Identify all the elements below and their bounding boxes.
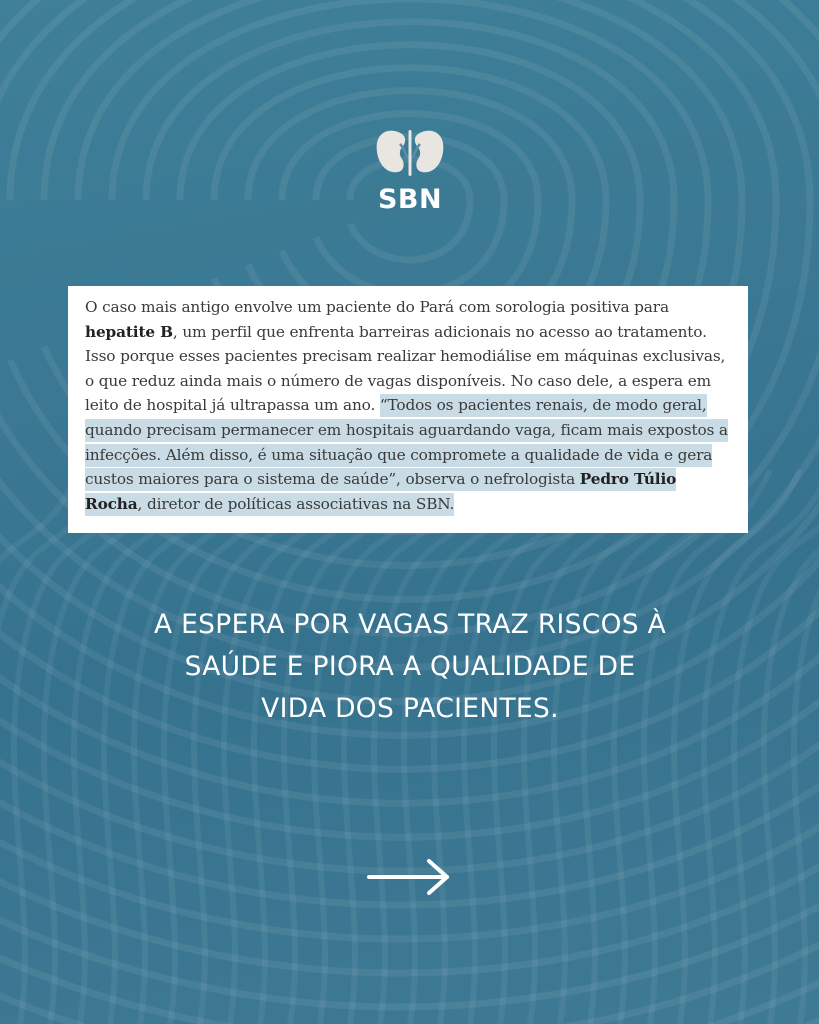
sbn-logo [364, 128, 456, 220]
headline [60, 604, 760, 730]
article-paragraph [85, 295, 730, 516]
article-bold-text: Pedro Túlio Rocha [85, 470, 677, 513]
article-text-segment: “Todos os pacientes renais, de modo geral, quando precisam permanecer em hospitais aguardando vaga, ficam mais expostos a infecções. Além disso, é uma situação que compromete a qualidade de vida e gera custos maiores para o sistema de saúde”, observa o nefrologista [85, 396, 728, 489]
arrow-right-icon [367, 857, 453, 897]
article-text-segment: O caso mais antigo envolve um paciente do Pará com sorologia positiva para [85, 298, 669, 316]
headline-line: SAÚDE E PIORA A QUALIDADE DE [184, 651, 636, 682]
next-button[interactable] [367, 857, 453, 897]
highlighted-quote [138, 493, 455, 516]
article-excerpt-card [68, 286, 748, 533]
article-text-segment: , diretor de políticas associativas na SBN. [137, 494, 455, 513]
kidneys-icon [364, 128, 456, 184]
headline-line: A ESPERA POR VAGAS TRAZ RISCOS À [153, 609, 667, 640]
article-bold-text: hepatite B [85, 322, 173, 341]
article-text-segment: , um perfil que enfrenta barreiras adicionais no acesso ao tratamento. Isso porque esses pacientes precisam realizar hemodiálise em máquinas exclusivas, o que reduz ainda mais o número de vagas disponíveis. No caso dele, a espera em leito de hospital já ultrapassa um ano. [85, 322, 726, 415]
logo-text: SBN [377, 184, 443, 215]
headline-line: VIDA DOS PACIENTES. [261, 693, 559, 724]
